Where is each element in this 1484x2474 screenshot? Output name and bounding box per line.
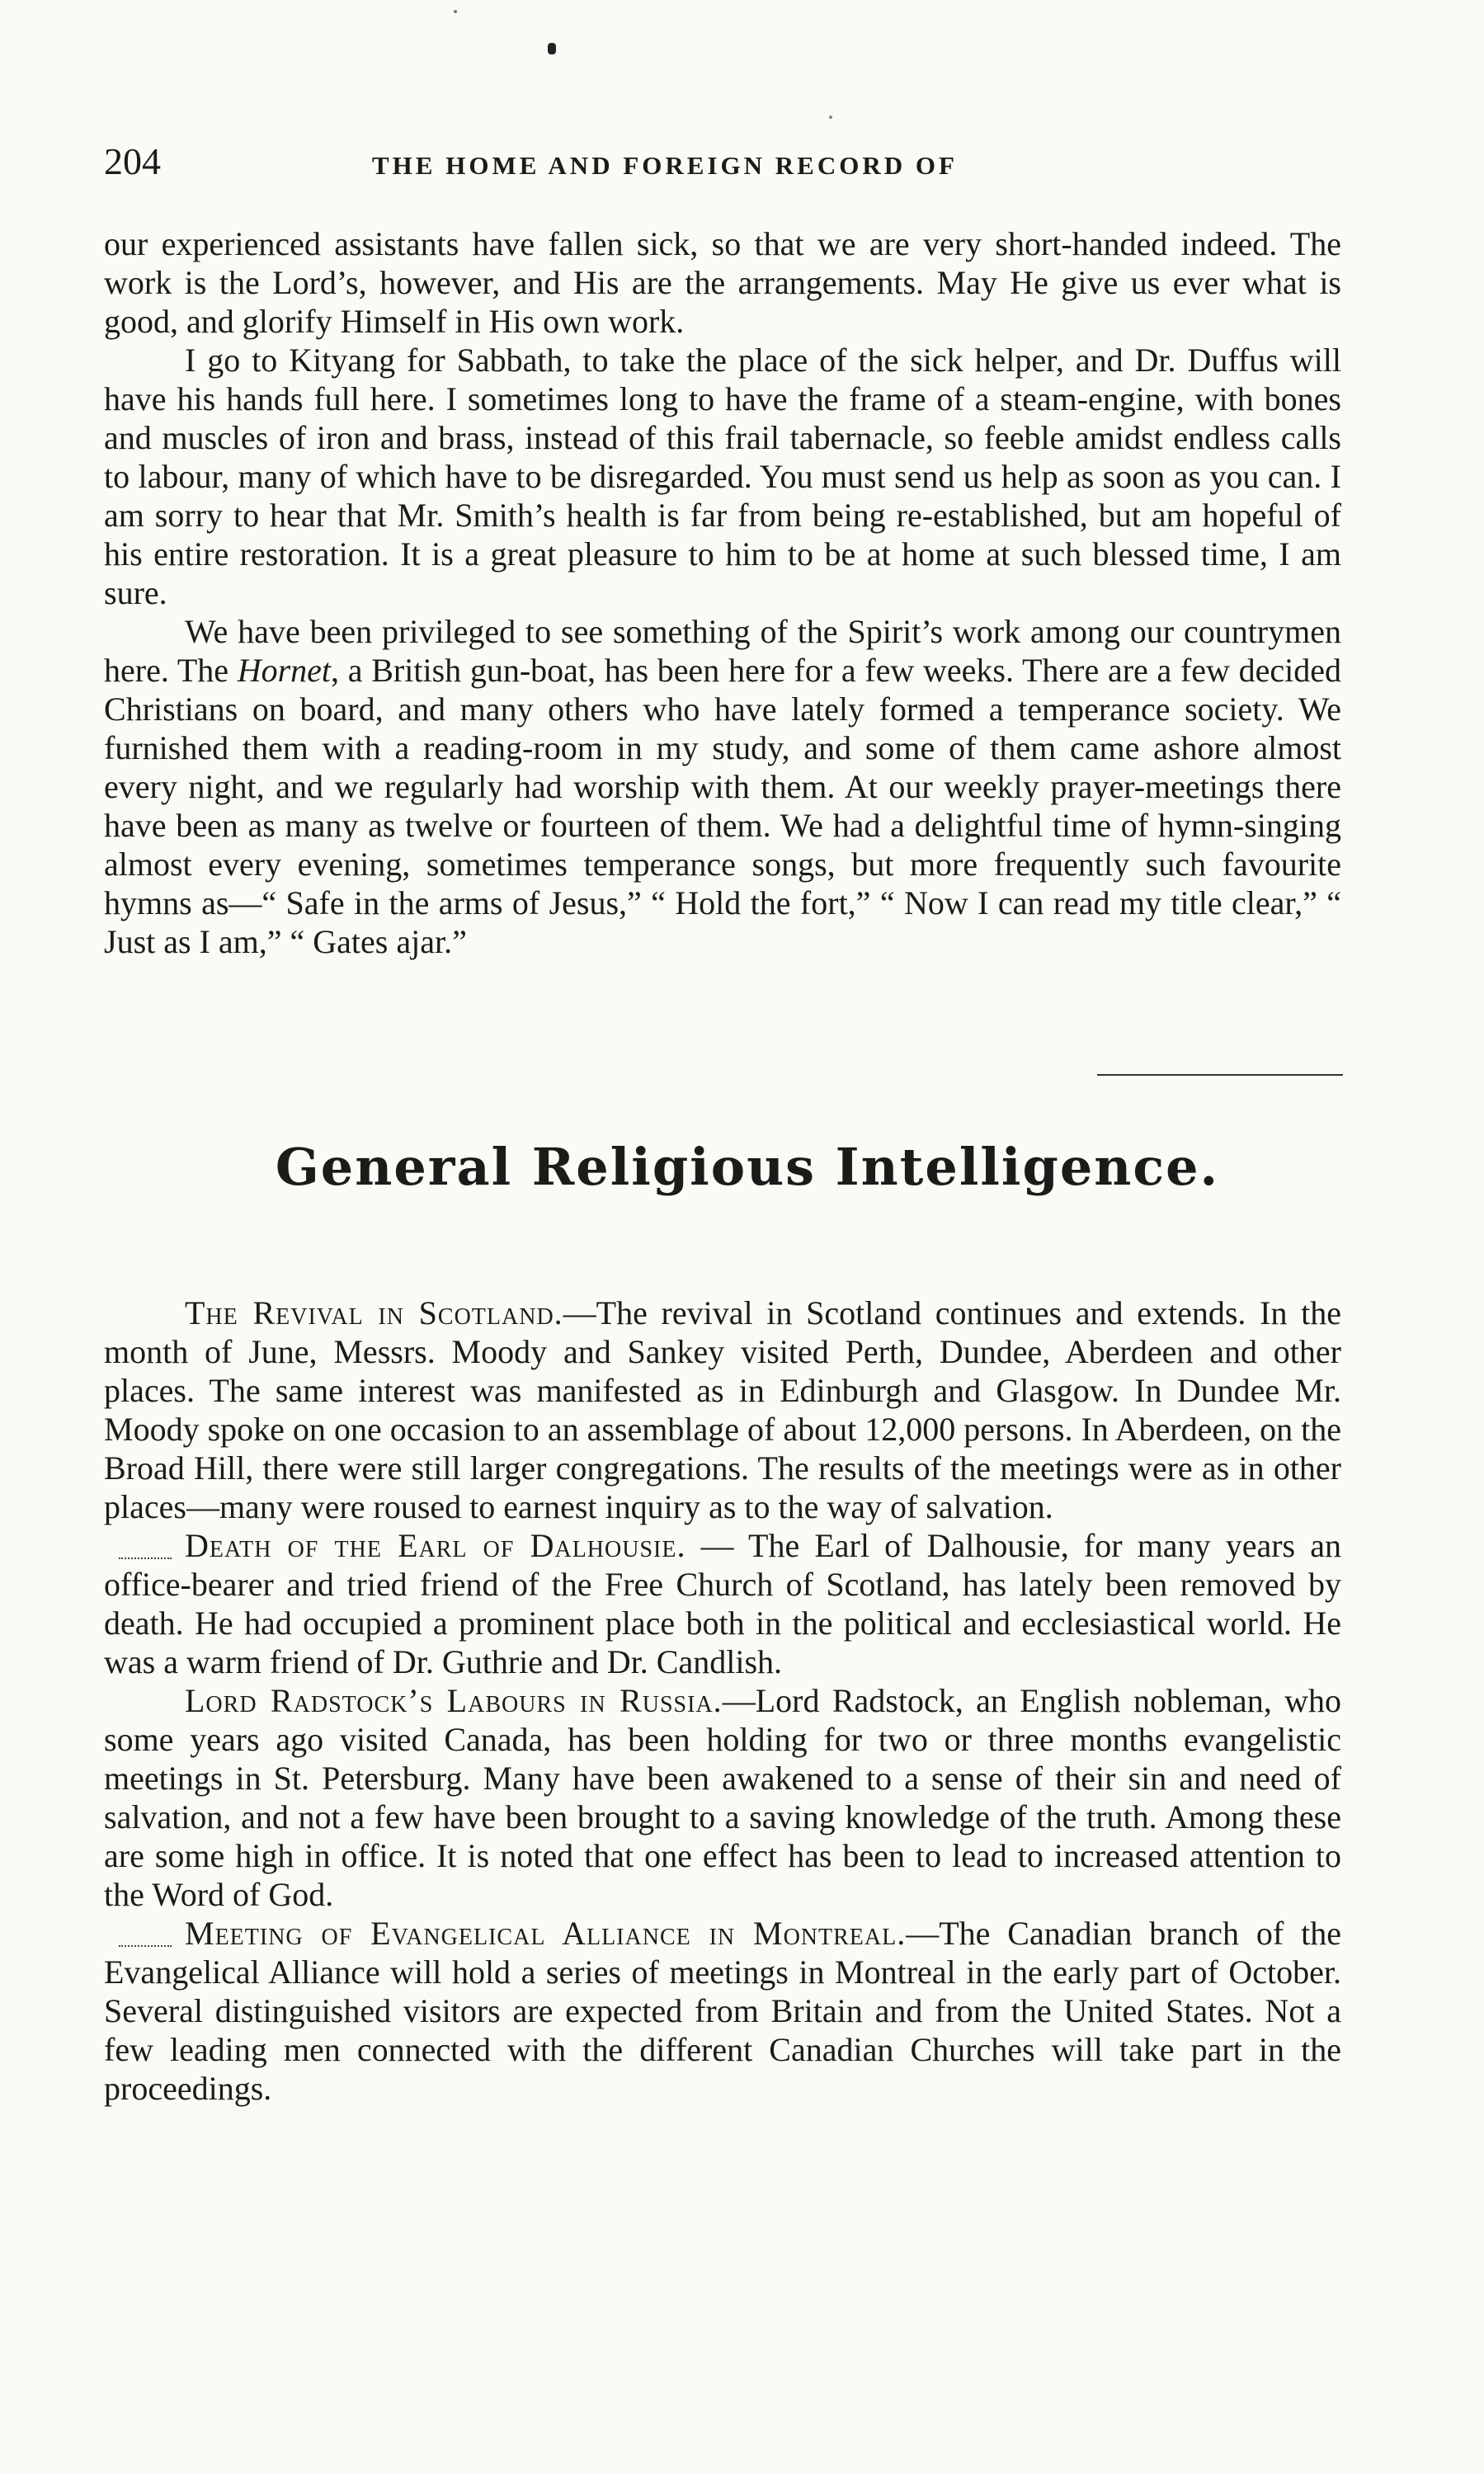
letter-paragraph: I go to Kityang for Sabbath, to take the place of the sick helper, and Dr. Duffus will have his hands full here. I sometimes long to have the frame of a steam-engine, with bones and muscles of iron and brass, instead of this frail tabernacle, so feeble amidst endless calls to labour, many of which have to be disregarded. You must send us help as soon as you can. I am sorry to hear that Mr. Smith’s health is far from being re-established, but am hopeful of his entire restoration. It is a great pleasure to him to be at home at such blessed time, I am sure. bbox=[104, 342, 1341, 611]
letter-paragraph: our experienced assistants have fallen sick, so that we are very short-handed indeed. The work is the Lord’s, however, and His are the arrangements. May He give us ever what is good, and glorify Himself in His own work. bbox=[104, 225, 1341, 340]
news-body: —The revival in Scotland continues and extends. In the month of June, Messrs. Moody and Sankey visited Perth, Dundee, Aberdeen and other places. The same interest was manifested as in Edinburgh and Glasgow. In Dundee Mr. Moody spoke on one occasion to an assemblage of about 12,000 persons. In Aberdeen, on the Broad Hill, there were still larger congregations. The results of the meetings were as in other places—many were roused to earnest inquiry as to the way of salvation. bbox=[104, 1294, 1342, 1525]
paragraph-text: We have been privileged to see something of the Spirit’s work among our countrymen here. The bbox=[104, 613, 1341, 689]
news-lead: The Revival in Scotland. bbox=[185, 1294, 563, 1331]
news-body: —The Canadian branch of the Evangelical Alliance will hold a series of meetings in Montreal in the early part of October. Several distinguished visitors are expected from Britain and from the United States. Not a few leading men connected with the different Canadian Churches will take part in the proceedings. bbox=[104, 1915, 1341, 2107]
letter-paragraph bbox=[104, 612, 1341, 961]
news-body: — The Earl of Dalhousie, for many years an office-bearer and tried friend of the Free Church of Scotland, has lately been removed by death. He had occupied a prominent place both in the political and ecclesiastical world. He was a warm friend of Dr. Guthrie and Dr. Candlish. bbox=[104, 1527, 1341, 1680]
news-item-radstock bbox=[104, 1681, 1341, 1914]
news-item-alliance bbox=[104, 1914, 1341, 2108]
running-head: THE HOME AND FOREIGN RECORD OF bbox=[372, 151, 958, 180]
pointing-hand-icon bbox=[119, 1927, 172, 1947]
page-header bbox=[104, 137, 1391, 195]
letter-continuation bbox=[104, 224, 1341, 961]
news-lead: Lord Radstock’s Labours in Russia. bbox=[185, 1682, 723, 1719]
section-divider bbox=[1097, 1074, 1343, 1076]
pointing-hand-icon bbox=[119, 1539, 172, 1559]
news-item-revival bbox=[104, 1294, 1341, 1526]
section-title: General Religious Intelligence. bbox=[275, 1137, 1220, 1197]
ship-name: Hornet bbox=[237, 652, 332, 689]
news-lead: Death of the Earl of Dalhousie. bbox=[185, 1527, 686, 1564]
news-item-dalhousie bbox=[104, 1526, 1341, 1681]
ink-speck bbox=[829, 115, 832, 119]
page-number: 204 bbox=[104, 140, 161, 182]
ink-speck bbox=[454, 10, 457, 13]
paragraph-text: , a British gun-boat, has been here for a few weeks. There are a few decided Christians on board, and many others who have lately formed a temperance society. We furnished them with a reading-room in my study, and some of them came ashore almost every night, and we regularly had worship with them. At our weekly prayer-meetings there have been as many as twelve or fourteen of them. We had a delightful time of hymn-singing almost every evening, sometimes temperance songs, but more frequently such favourite hymns as—“ Safe in the arms of Jesus,” “ Hold the fort,” “ Now I can read my title clear,” “ Just as I am,” “ Gates ajar.” bbox=[104, 652, 1341, 960]
intelligence-section bbox=[104, 1294, 1341, 2108]
ink-blot bbox=[548, 43, 556, 54]
news-body: —Lord Radstock, an English nobleman, who some years ago visited Canada, has been holding for two or three months evangelistic meetings in St. Petersburg. Many have been awakened to a sense of their sin and need of salvation, and not a few have been brought to a saving knowledge of the truth. Among these are some high in office. It is noted that one effect has been to lead to increased attention to the Word of God. bbox=[104, 1682, 1341, 1913]
news-lead: Meeting of Evangelical Alliance in Montreal. bbox=[185, 1915, 907, 1952]
